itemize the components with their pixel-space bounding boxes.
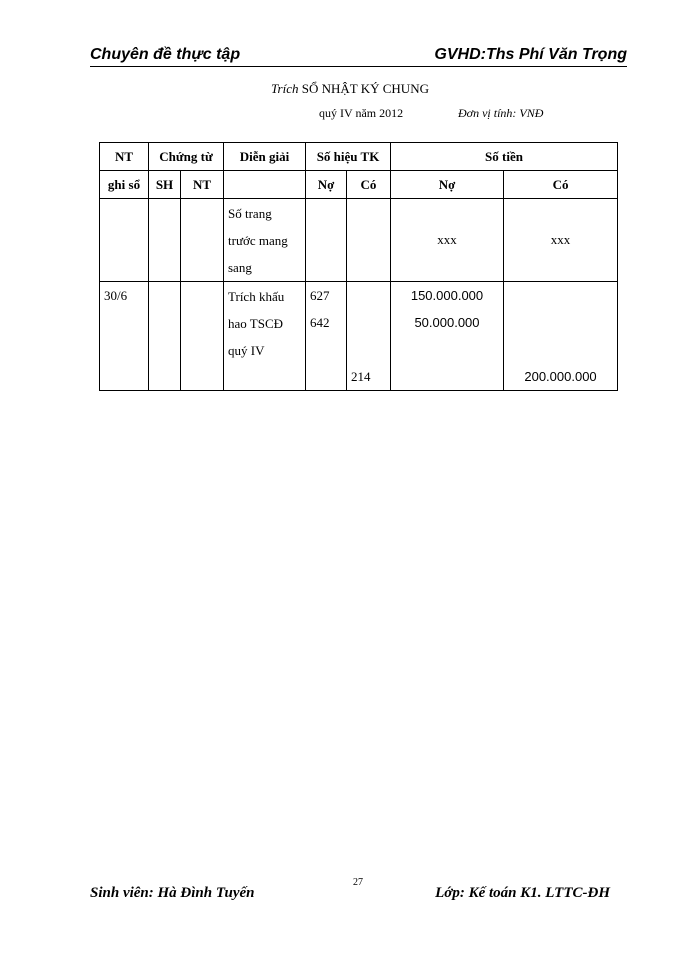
table-subheader-row bbox=[100, 171, 618, 199]
title-main: SỔ NHẬT KÝ CHUNG bbox=[301, 81, 429, 96]
row2-tk-co: 214 bbox=[347, 282, 391, 391]
document-subtitle: quý IV năm 2012 bbox=[319, 106, 404, 120]
col-chungtu: Chứng từ bbox=[149, 143, 224, 171]
col-diengiai: Diễn giải bbox=[224, 143, 306, 171]
row2-tien-no: 150.000.000 50.000.000 bbox=[391, 282, 504, 391]
table-row bbox=[100, 282, 618, 391]
col-sh: SH bbox=[149, 171, 181, 199]
journal-table bbox=[99, 142, 618, 391]
table-row bbox=[100, 199, 618, 282]
row1-tien-no: xxx bbox=[391, 199, 504, 282]
col-tk-no: Nợ bbox=[306, 171, 347, 199]
document-title bbox=[0, 81, 700, 97]
col-tien-co: Có bbox=[504, 171, 618, 199]
footer-right: Lớp: Kế toán K1. LTTC-ĐH bbox=[435, 885, 610, 901]
page-number: 27 bbox=[353, 877, 363, 888]
row1-diengiai: Số trang trước mang sang bbox=[224, 199, 306, 282]
title-prefix: Trích bbox=[271, 81, 299, 96]
row1-tien-co: xxx bbox=[504, 199, 618, 282]
col-nt2: NT bbox=[181, 171, 224, 199]
row2-diengiai: Trích khấu hao TSCĐ quý IV bbox=[224, 282, 306, 391]
col-diengiai-blank bbox=[224, 171, 306, 199]
table-header-row bbox=[100, 143, 618, 171]
currency-unit: Đơn vị tính: VNĐ bbox=[458, 106, 544, 120]
footer-left: Sinh viên: Hà Đình Tuyến bbox=[90, 885, 255, 901]
page-header bbox=[90, 44, 627, 67]
page-footer bbox=[90, 877, 610, 907]
row2-date: 30/6 bbox=[100, 282, 149, 391]
col-tk-co: Có bbox=[347, 171, 391, 199]
col-sohieu: Số hiệu TK bbox=[306, 143, 391, 171]
header-left: Chuyên đề thực tập bbox=[90, 46, 241, 63]
header-right: GVHD:Ths Phí Văn Trọng bbox=[434, 46, 627, 63]
col-sotien: Số tiền bbox=[391, 143, 618, 171]
row2-tk-no: 627 642 bbox=[306, 282, 347, 391]
col-nt: NT bbox=[100, 143, 149, 171]
col-ghiso: ghi sổ bbox=[100, 171, 149, 199]
col-tien-no: Nợ bbox=[391, 171, 504, 199]
row2-tien-co: 200.000.000 bbox=[504, 282, 618, 391]
